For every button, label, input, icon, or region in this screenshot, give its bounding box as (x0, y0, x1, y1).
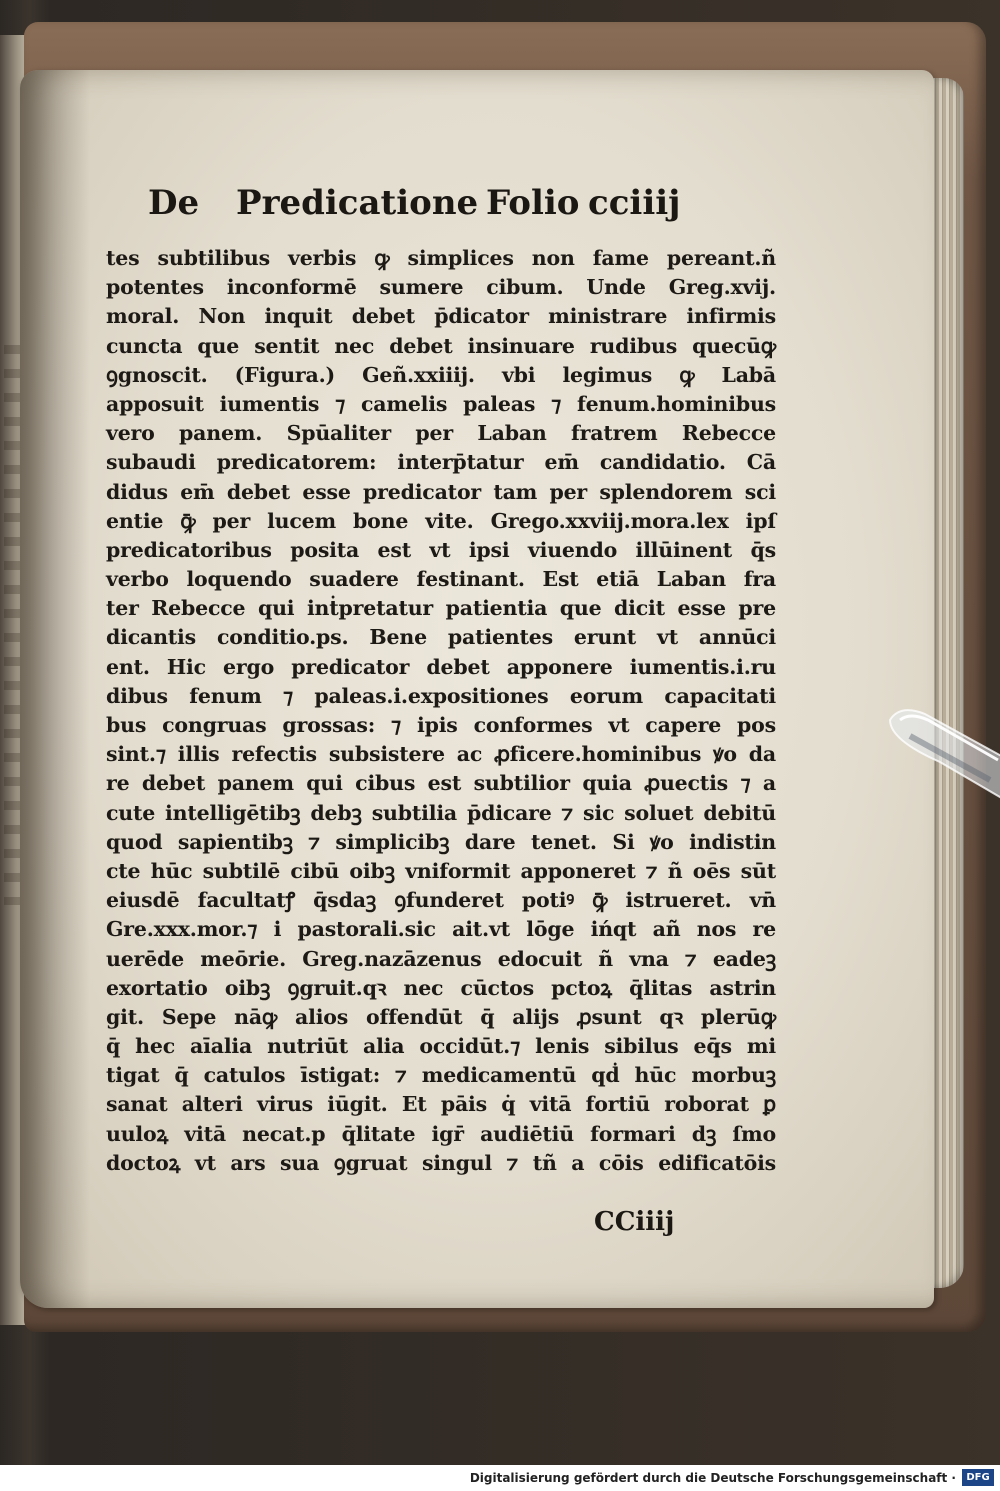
text-line: moral. Non inquit debet p̄dicator ministrare infirmis (106, 304, 776, 329)
header-title-part1: De (148, 183, 200, 223)
running-header (148, 178, 688, 228)
text-line: ter Rebecce qui inṫpretatur patientia que dicit esse pre (106, 596, 776, 621)
text-line: tigat q̄ catulos īstigat: ⁊ medicamentū qḋ hūc morbuꝫ (106, 1063, 776, 1088)
text-line: vero panem. Spūaliter per Laban fratrem Rebecce (106, 421, 776, 446)
text-line: cte hūc subtilē cibū oibꝫ vniformit apponeret ⁊ ñ oēs sūt (106, 858, 776, 883)
text-line: doctoꝝ vt ars sua ꝯgruat singul ⁊ tñ a cōis edificatōis (106, 1150, 776, 1175)
text-line: bus congruas grossas: ⁊ ipis conformes vt capere pos (106, 713, 776, 737)
dfg-logo: DFG (962, 1469, 994, 1486)
text-line: dibus fenum ⁊ paleas.i.expositiones eorum capacitati (106, 683, 776, 708)
text-line: tes subtilibus verbis ꝙ simplices non fame pereant.ñ (106, 246, 776, 270)
text-line: didus em̄ debet esse predicator tam per splendorem sci (106, 479, 776, 504)
text-line: uuloꝝ vitā necat.p q̄litate igr̄ audiētiū formari dꝫ ſmo (106, 1121, 776, 1146)
text-line: sanat alteri virus iūgit. Et pāis q̇ vitā fortiū roborat ꝑ (106, 1092, 776, 1117)
text-line: git. Sepe nāꝙ alios offendūt q̄ alijs ꝓsunt qꝛ plerūꝙ (106, 1004, 776, 1029)
text-line: eiusdē facultatꝭ q̄sdaꝫ ꝯfunderet potiꝰ ꝙ̄ istrueret. vn̄ (106, 888, 776, 913)
text-line: cute intelligētibꝫ debꝫ subtilia p̄dicare ⁊ sic soluet debitū (106, 800, 776, 825)
signature-mark: CCiiij (594, 1207, 675, 1237)
text-line: subaudi predicatorem: interp̄tatur em̄ candidatio. Cā (106, 450, 776, 475)
header-title-part2: Predicatione (236, 183, 479, 223)
glass-page-weight (880, 700, 1000, 810)
gutter-shadow (20, 70, 90, 1308)
text-line: entie ꝙ̄ per lucem bone vite. Grego.xxviij.mora.lex ipſ (106, 508, 776, 533)
text-line: q̄ hec aīalia nutriūt alia occidūt.⁊ lenis sibilus eq̄s mi (106, 1034, 776, 1059)
text-line: exortatio oibꝫ ꝯgruit.qꝛ nec cūctos pctoꝝ q̄litas astrin (106, 975, 776, 1000)
text-line: re debet panem qui cibus est subtilior quia ꝓuectis ⁊ a (106, 771, 776, 796)
header-folio-number: cciiij (588, 183, 681, 223)
text-line: quod sapientibꝫ ⁊ simplicibꝫ dare tenet. Si ꝟo indistin (106, 829, 776, 854)
text-line: ent. Hic ergo predicator debet apponere iumentis.i.ru (106, 654, 776, 679)
text-line: ꝯgnoscit. (Figura.) Geñ.xxiiij. vbi legimus ꝙ Labā (106, 362, 776, 387)
footer-bar (0, 1465, 1000, 1491)
text-line: potentes inconformē sumere cibum. Unde Greg.xvij. (106, 275, 776, 300)
text-line: dicantis conditio.ps. Bene patientes erunt vt annūci (106, 625, 776, 650)
body-text-block (106, 244, 776, 1178)
text-line: predicatoribus posita est vt ipsi viuendo illūinent q̄s (106, 537, 776, 562)
text-line: verbo loquendo suadere festinant. Est etiā Laban fra (106, 567, 776, 592)
text-line: Gre.xxx.mor.⁊ i pastorali.sic ait.vt lōge ińqt añ nos re (106, 917, 776, 942)
text-line: sint.⁊ illis refectis subsistere ac ꝓficere.hominibus ꝟo da (106, 742, 776, 767)
text-line: apposuit iumentis ⁊ camelis paleas ⁊ fenum.hominibus (106, 391, 776, 416)
funding-credit: Digitalisierung gefördert durch die Deutsche Forschungsgemeinschaft · (469, 1471, 956, 1485)
header-folio-label: Folio (486, 183, 580, 223)
text-line: uerēde meōrie. Greg.nazāzenus edocuit ñ vna ⁊ eadeꝫ (106, 946, 776, 971)
text-line: cuncta que sentit nec debet insinuare rudibus quecūꝙ (106, 333, 776, 358)
